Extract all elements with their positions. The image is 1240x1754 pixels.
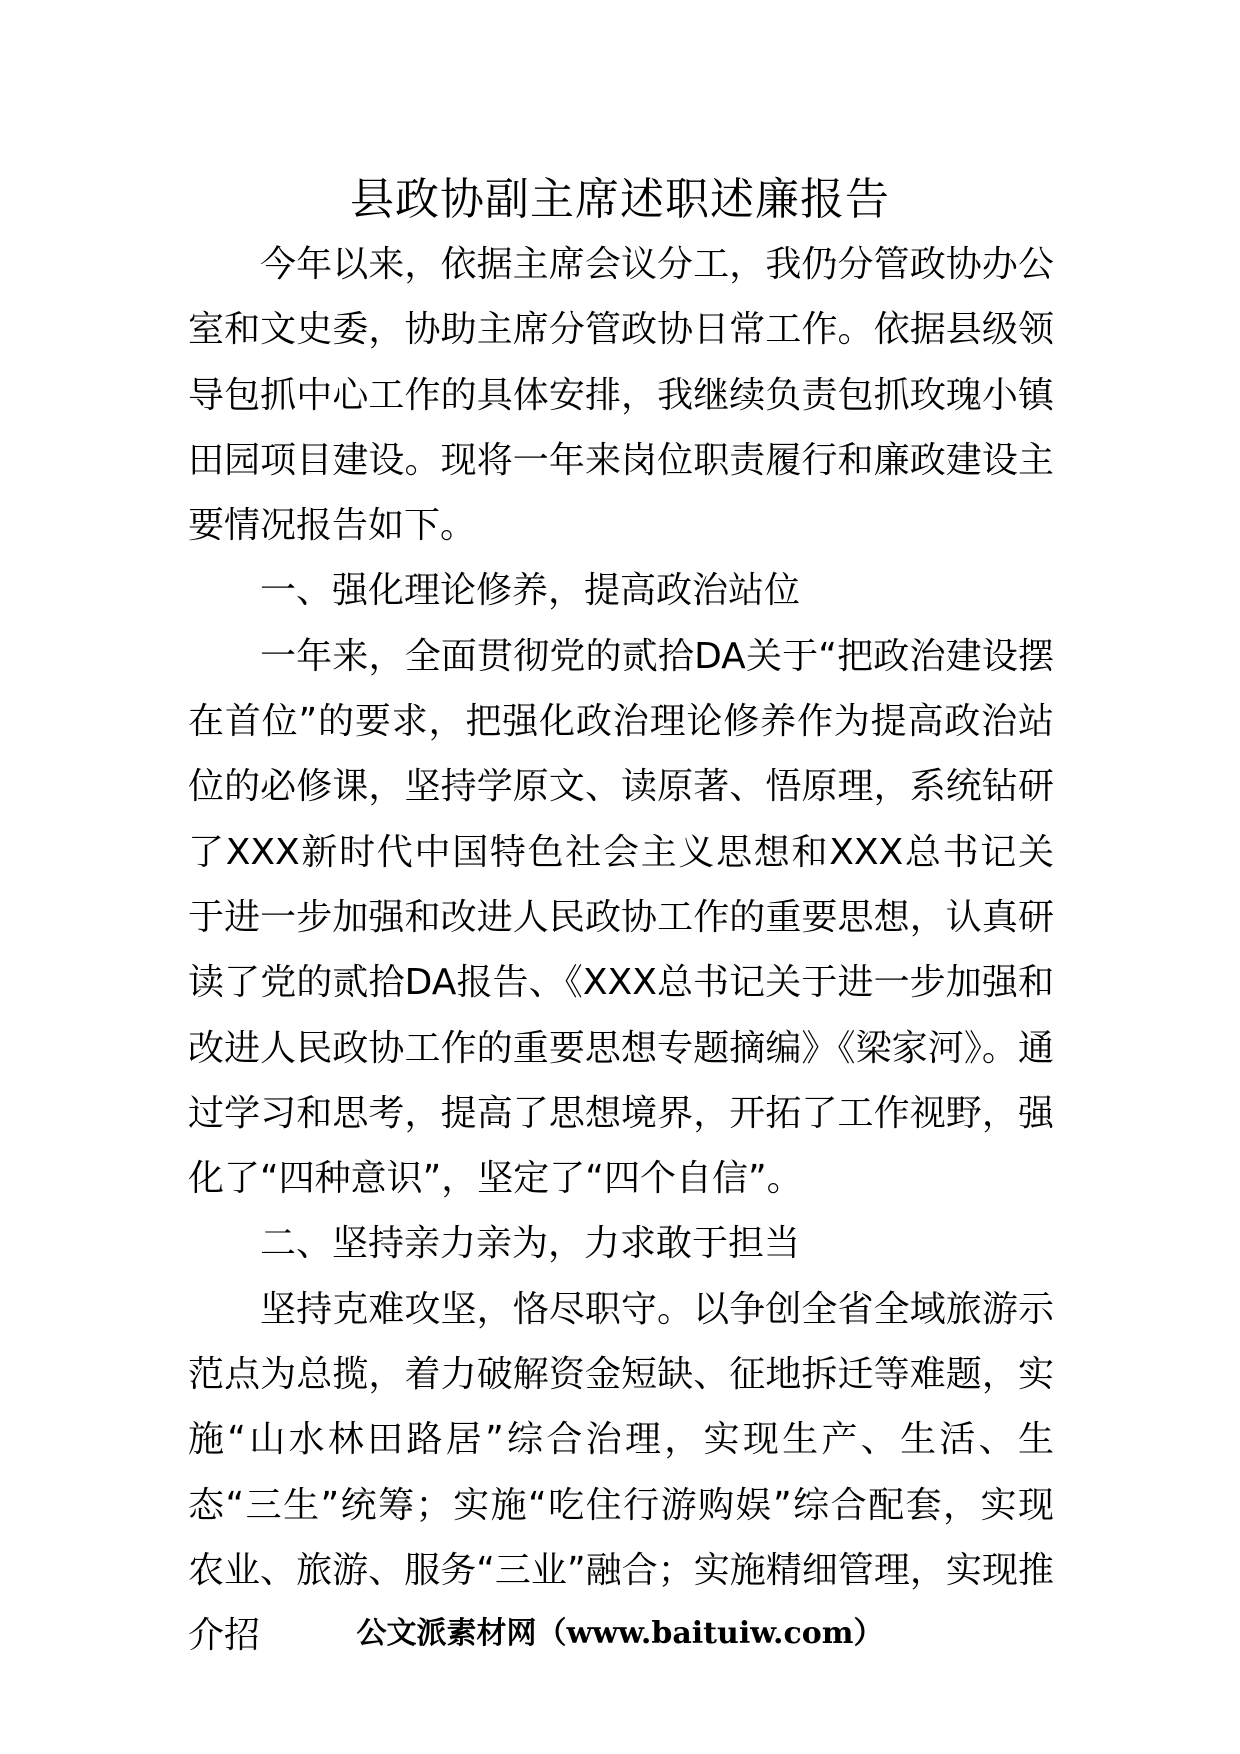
section-heading-2: 二、坚持亲力亲为，力求敢于担当 [260,1223,801,1265]
paragraph-intro: 今年以来，依据主席会议分工，我仍分管政协办公室和文史委，协助主席分管政协日常工作。依据县级领导包抓中心工作的具体安排，我继续负责包抓玫瑰小镇田园项目建设。现将一年来岗位职责履行和廉政建设主要情况报告如下。 [188,244,1054,547]
document-body [188,232,1054,1669]
paragraph-section-1: 一年来，全面贯彻党的贰拾DA关于“把政治建设摆在首位”的要求，把强化政治理论修养作为提高政治站位的必修课，坚持学原文、读原著、悟原理，系统钻研了XXX新时代中国特色社会主义思想和XXX总书记关于进一步加强和改进人民政协工作的重要思想，认真研读了党的贰拾DA报告、《XXX总书记关于进一步加强和改进人民政协工作的重要思想专题摘编》《梁家河》。通过学习和思考，提高了思想境界，开拓了工作视野，强化了“四种意识”，坚定了“四个自信”。 [188,635,1054,1200]
document-title: 县政协副主席述职述廉报告 [350,174,890,225]
paragraph-section-2: 坚持克难攻坚，恪尽职守。以争创全省全域旅游示范点为总揽，着力破解资金短缺、征地拆迁等难题，实施“山水林田路居”综合治理，实现生产、生活、生态“三生”统筹；实施“吃住行游购娱”综合配套，实现农业、旅游、服务“三业”融合；实施精细管理，实现推介招 [188,1288,1054,1657]
section-heading-1: 一、强化理论修养，提高政治站位 [260,570,801,612]
footer-watermark: 公文派素材网（www.baituiw.com） [356,1616,884,1651]
